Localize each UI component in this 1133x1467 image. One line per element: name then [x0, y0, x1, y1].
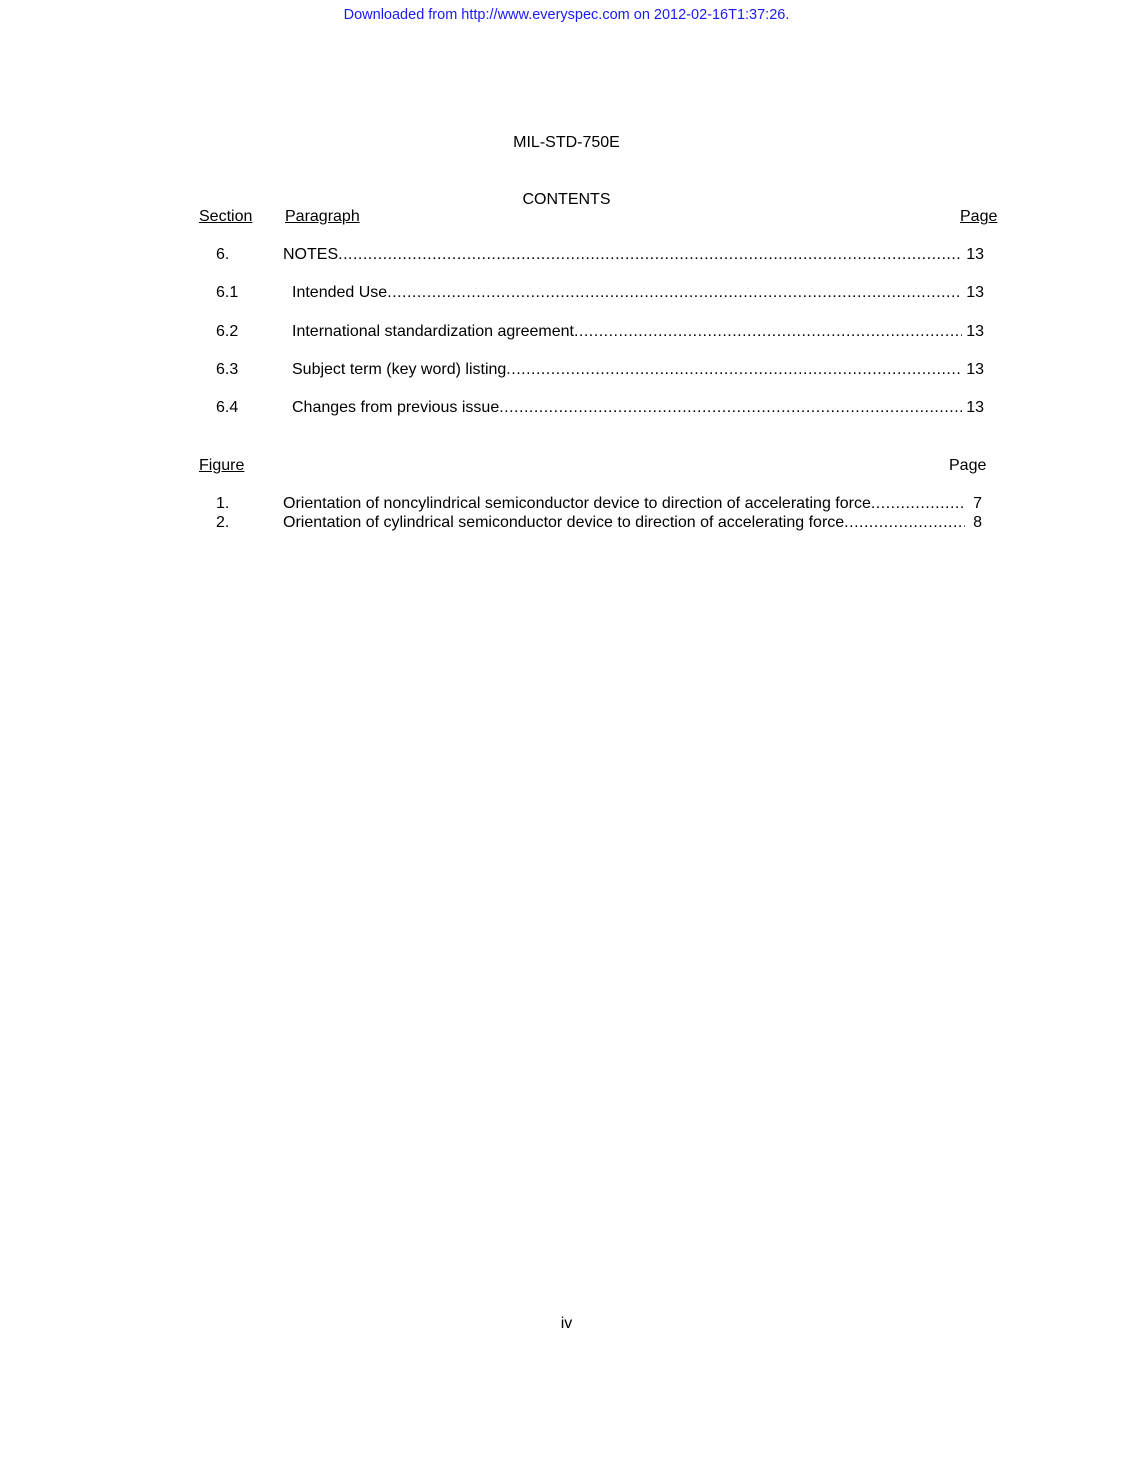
- contents-title: CONTENTS: [522, 191, 611, 208]
- toc-entry-page: 13: [966, 361, 984, 378]
- figure-header: Figure: [199, 457, 245, 474]
- document-id: MIL-STD-750E: [513, 134, 620, 151]
- toc-entry-title-wrap: [283, 246, 962, 264]
- toc-entry-number: 6.3: [216, 361, 239, 378]
- toc-entry-number: 6.4: [216, 399, 239, 416]
- toc-entry-title: Intended Use: [292, 284, 388, 301]
- toc-entry-standardization[interactable]: [0, 323, 1133, 343]
- page-number: iv: [560, 1315, 573, 1332]
- toc-entry-title: Changes from previous issue: [292, 399, 500, 416]
- dot-leader: [387, 284, 962, 302]
- toc-entry-title: NOTES: [283, 246, 339, 263]
- dot-leader: [499, 399, 962, 417]
- page-header: Page: [960, 208, 998, 225]
- figure-entry-title: Orientation of noncylindrical semiconductor device to direction of accelerating force: [283, 495, 871, 512]
- toc-entry-number: 6.2: [216, 323, 239, 340]
- toc-entry-title-wrap: [292, 284, 962, 302]
- dot-leader: [844, 514, 965, 532]
- toc-entry-title-wrap: [292, 399, 962, 417]
- paragraph-header: Paragraph: [285, 208, 360, 225]
- figure-entry-number: 1.: [216, 495, 230, 512]
- figure-entry-title: Orientation of cylindrical semiconductor device to direction of accelerating force: [283, 514, 845, 531]
- figure-entry-page: 7: [973, 495, 982, 512]
- figure-entry-number: 2.: [216, 514, 230, 531]
- figure-entry-page: 8: [973, 514, 982, 531]
- figure-entry-title-wrap: [283, 495, 965, 513]
- toc-entry-title: International standardization agreement: [292, 323, 574, 340]
- toc-entry-changes[interactable]: [0, 399, 1133, 419]
- section-header: Section: [199, 208, 253, 225]
- figure-page-header: Page: [949, 457, 987, 474]
- toc-entry-title-wrap: [292, 361, 962, 379]
- toc-entry-title: Subject term (key word) listing: [292, 361, 507, 378]
- dot-leader: [871, 495, 965, 513]
- toc-entry-page: 13: [966, 246, 984, 263]
- dot-leader: [338, 246, 962, 264]
- download-notice-link[interactable]: Downloaded from http://www.everyspec.com on 2012-02-16T1:37:26.: [343, 7, 790, 23]
- toc-entry-subject-term[interactable]: [0, 361, 1133, 381]
- dot-leader: [506, 361, 962, 379]
- toc-entry-title-wrap: [292, 323, 962, 341]
- toc-entry-page: 13: [966, 323, 984, 340]
- figure-entry-1[interactable]: [0, 495, 1133, 515]
- figure-entry-title-wrap: [283, 514, 965, 532]
- dot-leader: [574, 323, 962, 341]
- toc-entry-number: 6.1: [216, 284, 239, 301]
- toc-entry-page: 13: [966, 399, 984, 416]
- toc-entry-number: 6.: [216, 246, 230, 263]
- figure-entry-2[interactable]: [0, 514, 1133, 534]
- toc-entry-intended-use[interactable]: [0, 284, 1133, 304]
- toc-entry-notes[interactable]: [0, 246, 1133, 266]
- toc-entry-page: 13: [966, 284, 984, 301]
